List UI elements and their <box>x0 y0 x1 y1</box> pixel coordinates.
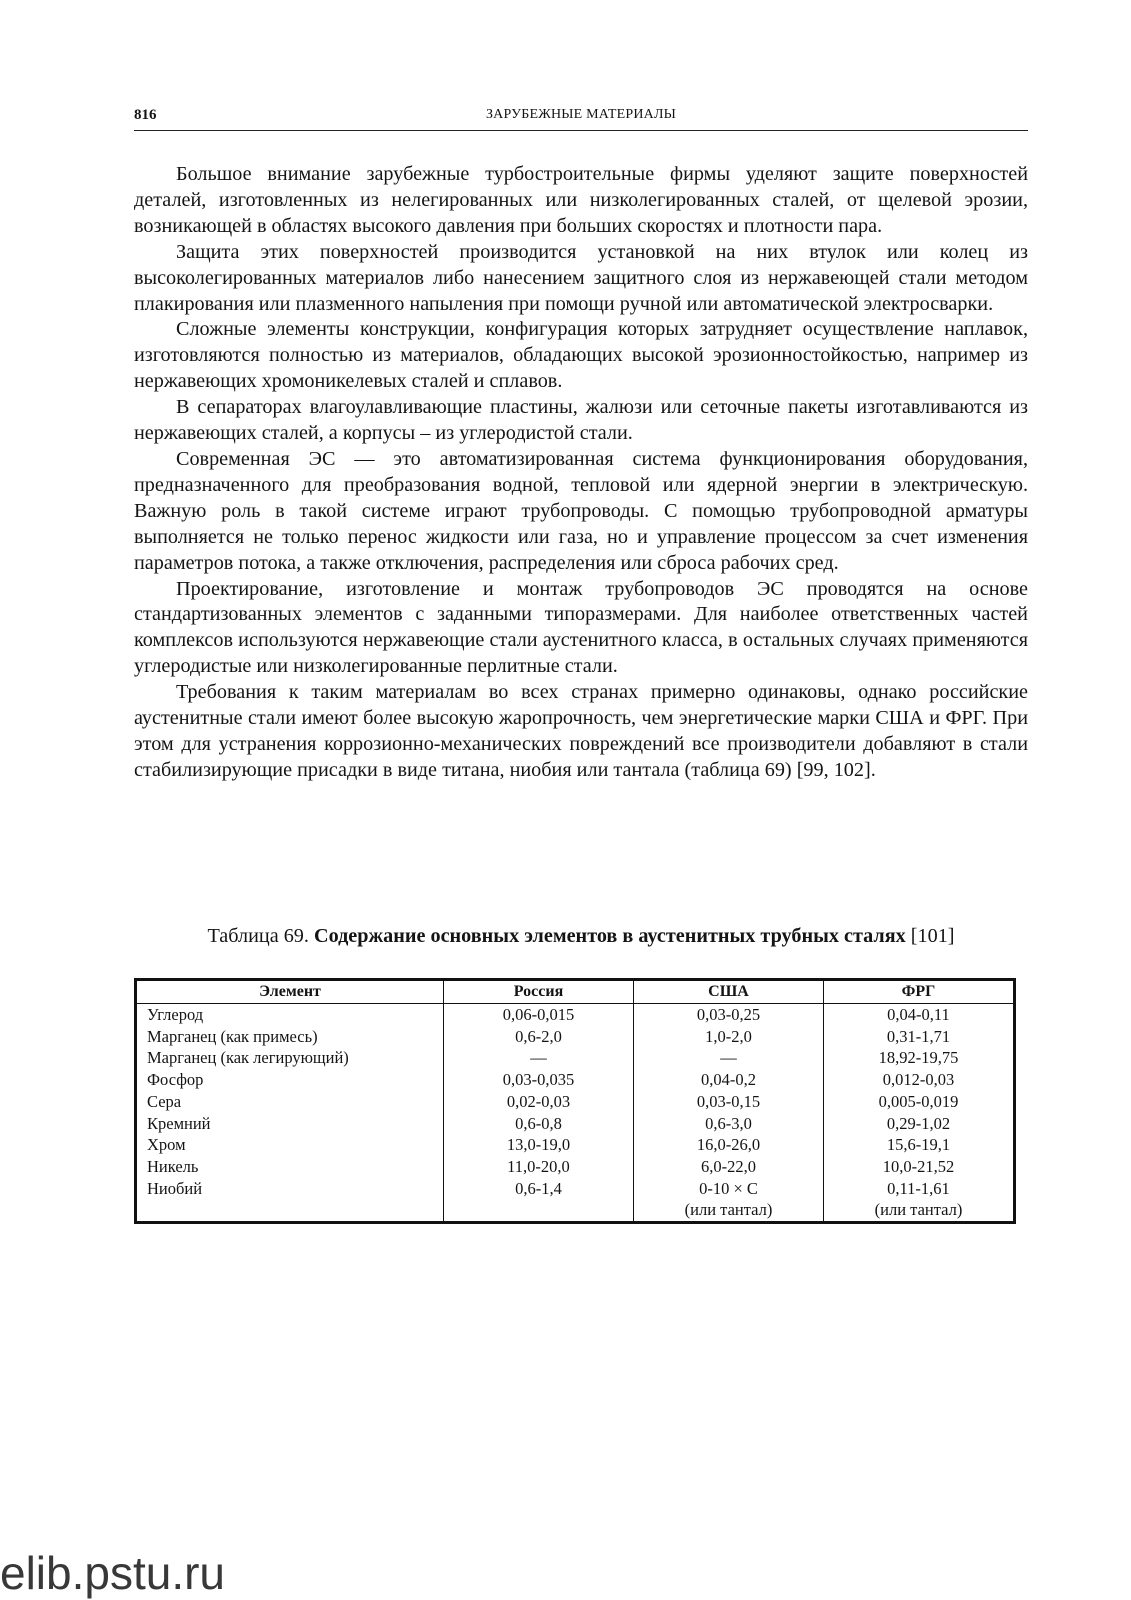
paragraph: Сложные элементы конструкции, конфигурация которых затрудняет осуществление наплавок, изготовляются полностью из материалов, обладающих высокой эрозионностойкостью, например из нержавеющих хромоникелевых сталей и сплавов. <box>134 318 1028 393</box>
paragraph: Современная ЭС — это автоматизированная система функционирования оборудования, предназначенного для преобразования водной, тепловой или ядерной энергии в электрическую. Важную роль в такой системе играют трубопроводы. С помощью трубопроводной арматуры выполняется не только перенос жидкости или газа, но и управление процессом за счет изменения параметров потока, а также отключения, распределения или сброса рабочих сред. <box>134 447 1028 574</box>
column-header: Россия <box>444 980 634 1004</box>
column-header: Элемент <box>136 980 444 1004</box>
paragraph: Проектирование, изготовление и монтаж трубопроводов ЭС проводятся на основе стандартизованных элементов с заданными типоразмерами. Для наиболее ответственных частей комплексов используются нержавеющие стали аустенитного класса, в остальных случаях применяются углеродистые или низколегированные перлитные стали. <box>134 577 1028 678</box>
element-name-cell: Марганец (как примесь) <box>136 1026 444 1048</box>
paragraph: Требования к таким материалам во всех странах примерно одинаковы, однако российские аустенитные стали имеют более высокую жаропрочность, чем энергетические марки США и ФРГ. При этом для устранения коррозионно-механических повреждений все производители добавляют в стали стабилизирующие присадки в виде титана, ниобия или тантала (таблица 69) [99, 102]. <box>134 681 1028 781</box>
elements-table <box>134 978 1016 1224</box>
table-row <box>136 1069 1015 1091</box>
source-watermark: elib.pstu.ru <box>0 1547 226 1599</box>
russia-cell: 11,0-20,0 <box>444 1156 634 1178</box>
frg-cell: 0,29-1,02 <box>886 1113 951 1133</box>
russia-cell: 0,6-1,4 <box>444 1178 634 1200</box>
usa-cell: 0,6-3,0 <box>634 1113 824 1135</box>
table-row <box>136 1199 1015 1222</box>
frg-cell: 0,012-0,03 <box>882 1070 955 1090</box>
russia-cell: 0,6-2,0 <box>444 1026 634 1048</box>
frg-cell: 18,92-19,75 <box>878 1048 959 1068</box>
element-name-cell: Никель <box>136 1156 444 1178</box>
russia-cell: 13,0-19,0 <box>444 1134 634 1156</box>
column-header: США <box>634 980 824 1004</box>
russia-cell: 0,03-0,035 <box>444 1069 634 1091</box>
usa-cell: 1,0-2,0 <box>634 1026 824 1048</box>
page-number: 816 <box>134 107 157 123</box>
running-title: ЗАРУБЕЖНЫЕ МАТЕРИАЛЫ <box>485 107 677 122</box>
usa-cell: 0,03-0,25 <box>634 1004 824 1026</box>
frg-cell: 0,04-0,11 <box>887 1005 950 1024</box>
element-name-cell: Фосфор <box>136 1069 444 1091</box>
russia-cell: 0,02-0,03 <box>444 1091 634 1113</box>
russia-cell: 0,06-0,015 <box>444 1004 634 1026</box>
table-caption-title: Содержание основных элементов в аустенитных трубных сталях <box>314 925 906 947</box>
paragraph: В сепараторах влагоулавливающие пластины, жалюзи или сеточные пакеты изготавливаются из нержавеющих сталей, а корпусы – из углеродистой стали. <box>134 396 1028 445</box>
table-row <box>136 1004 1015 1026</box>
table-container <box>134 978 1013 1224</box>
table-row <box>136 1026 1015 1048</box>
body-text <box>134 162 1028 784</box>
column-header: ФРГ <box>824 980 1015 1004</box>
table-caption-prefix: Таблица 69. <box>207 925 309 947</box>
russia-cell: 0,6-0,8 <box>444 1113 634 1135</box>
usa-cell: — <box>634 1047 824 1069</box>
usa-cell: 0,03-0,15 <box>634 1091 824 1113</box>
frg-cell: 15,6-19,1 <box>886 1135 951 1155</box>
usa-cell: (или тантал) <box>634 1199 824 1222</box>
table-header-row <box>136 980 1015 1004</box>
frg-cell: (или тантал) <box>874 1200 963 1220</box>
usa-cell: 16,0-26,0 <box>634 1134 824 1156</box>
element-name-cell: Углерод <box>136 1004 444 1026</box>
element-name-cell <box>136 1199 444 1222</box>
element-name-cell: Сера <box>136 1091 444 1113</box>
table-row <box>136 1047 1015 1069</box>
table-row <box>136 1178 1015 1200</box>
russia-cell: — <box>444 1047 634 1069</box>
paragraph: Большое внимание зарубежные турбостроительные фирмы уделяют защите поверхностей деталей, изготовленных из нелегированных или низколегированных сталей, от щелевой эрозии, возникающей в областях высокого давления при больших скоростях и плотности пара. <box>134 163 1028 237</box>
usa-cell: 0-10 × С <box>634 1178 824 1200</box>
russia-cell <box>444 1199 634 1222</box>
frg-cell: 0,11-1,61 <box>887 1178 950 1198</box>
element-name-cell: Кремний <box>136 1113 444 1135</box>
frg-cell: 0,005-0,019 <box>878 1091 959 1111</box>
element-name-cell: Хром <box>136 1134 444 1156</box>
paragraph: Защита этих поверхностей производится установкой на них втулок или колец из высоколегированных материалов либо нанесением защитного слоя из нержавеющей стали методом плакирования или плазменного напыления при помощи ручной или автоматической электросварки. <box>134 240 1028 315</box>
table-row <box>136 1091 1015 1113</box>
usa-cell: 6,0-22,0 <box>634 1156 824 1178</box>
usa-cell: 0,04-0,2 <box>634 1069 824 1091</box>
frg-cell: 0,31-1,71 <box>886 1026 951 1046</box>
frg-cell: 10,0-21,52 <box>882 1156 955 1176</box>
element-name-cell: Ниобий <box>136 1178 444 1200</box>
element-name-cell: Марганец (как легирующий) <box>136 1047 444 1069</box>
table-row <box>136 1134 1015 1156</box>
table-row <box>136 1113 1015 1135</box>
table-caption <box>134 923 1028 949</box>
table-caption-reference: [101] <box>910 925 955 947</box>
table-row <box>136 1156 1015 1178</box>
page-header <box>134 104 1028 131</box>
